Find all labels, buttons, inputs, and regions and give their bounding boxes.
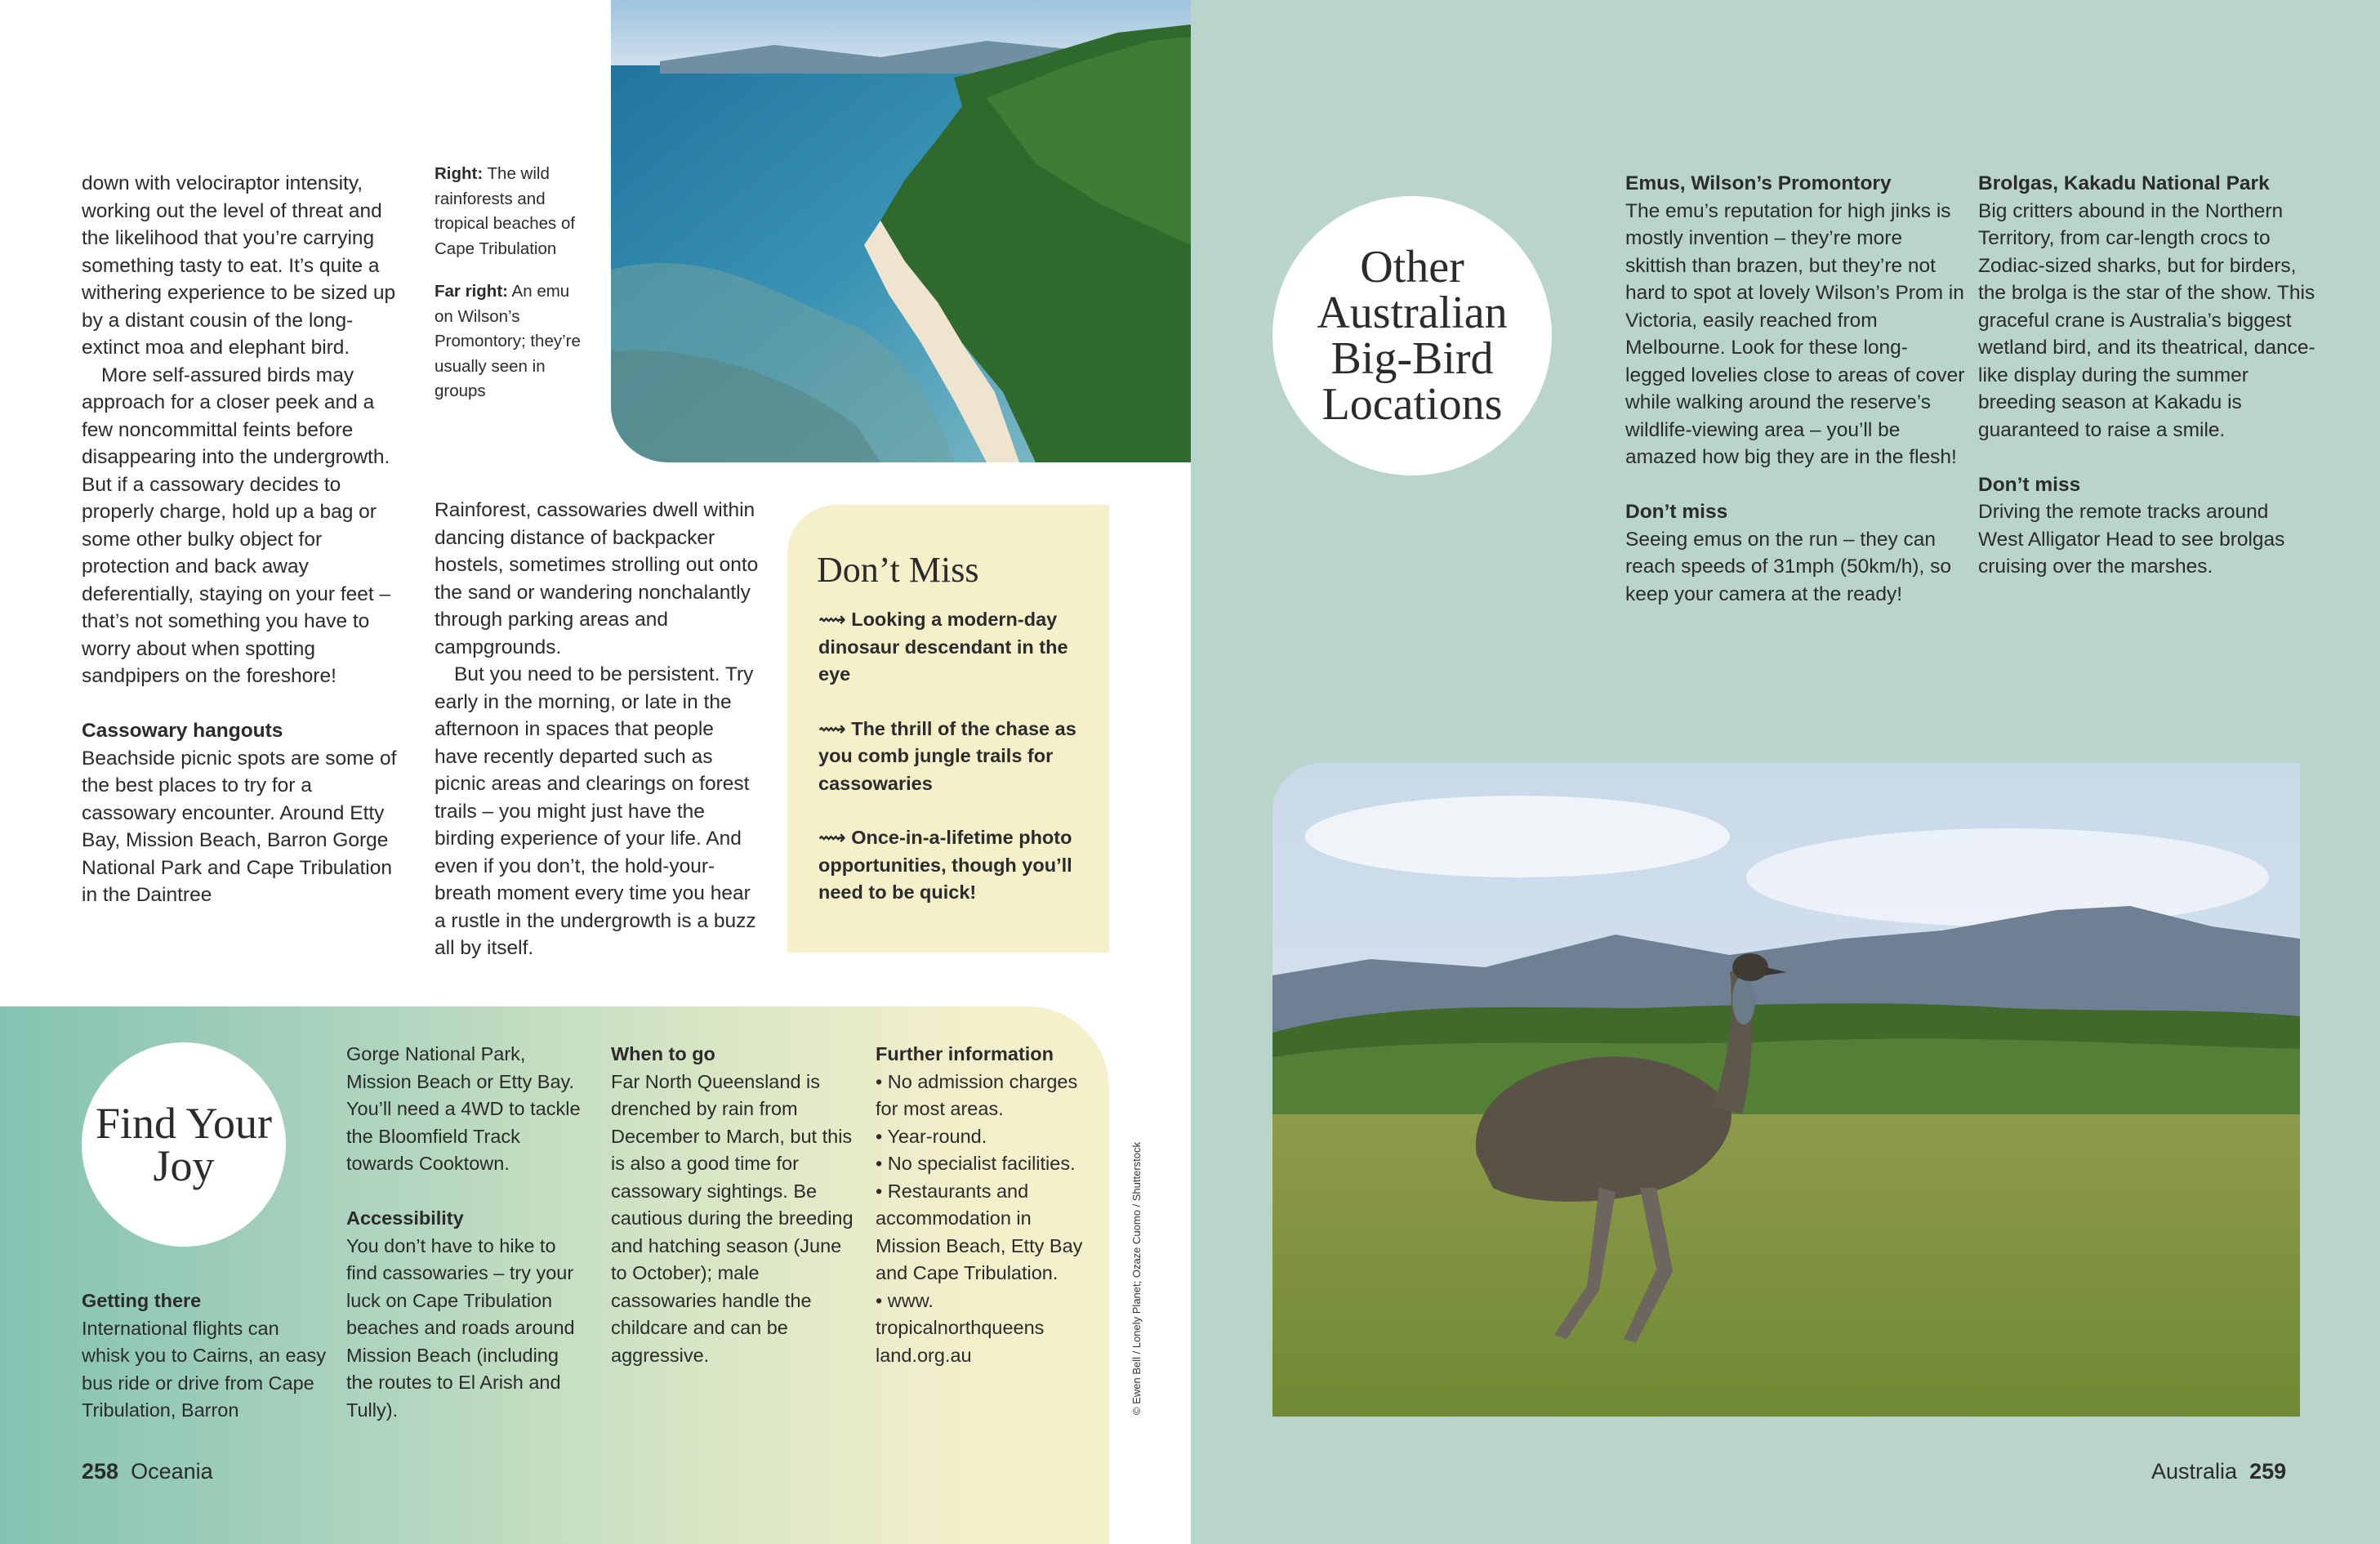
left-folio (82, 1459, 213, 1484)
access-column (346, 1041, 588, 1424)
page-number-right: 259 (2249, 1459, 2287, 1484)
emus-heading: Emus, Wilson’s Promontory (1625, 172, 1892, 194)
dont-miss-item: ⟿ The thrill of the chase as you comb jungle trails for cassowaries (818, 717, 1076, 794)
cassowary-hangouts-heading: Cassowary hangouts (82, 720, 283, 742)
article-paragraph: down with velociraptor intensity, working out the level of threat and the likelihood that you’re carrying something tasty to eat. It’s quite a withering experience to be sized up by a distant cousin of the long-extinct moa and elephant bird. (82, 172, 396, 359)
further-info-item: • www. tropicalnorthqueens land.org.au (876, 1289, 1045, 1366)
rainforest-coast-photo (611, 0, 1191, 462)
emus-dont-miss-heading: Don’t miss (1625, 501, 1728, 523)
getting-there-heading: Getting there (82, 1290, 202, 1311)
paragraph-spacer (82, 690, 400, 718)
when-to-go-column (611, 1041, 856, 1369)
caption-right-label: Right: (435, 164, 484, 183)
caption-far-right-text: An emu on Wilson’s Promontory; they’re usually seen in groups (435, 282, 581, 400)
further-info-item: • Year-round. (876, 1125, 987, 1147)
other-locations-title: Other Australian Big-Bird Locations (1317, 242, 1508, 430)
emus-text: The emu’s reputation for high jinks is mostly invention – they’re more skittish than brazen, but they’re not hard to spot at lovely Wilson’s Prom in Victoria, easily reached from Melbourne. Look for these long-legged lovelies close to areas of cover while walking around the reserve’s wildlife-viewing area – you’ll be amazed how big they are in the flesh! (1625, 199, 1965, 468)
caption-right (435, 162, 582, 261)
article-paragraph: Rainforest, cassowaries dwell within dancing distance of backpacker hostels, sometimes strolling out onto the sand or wandering nonchalantly through parking areas and campgrounds. (435, 499, 759, 658)
brolgas-column (1978, 170, 2318, 581)
further-info-item: • No admission charges for most areas. (876, 1070, 1078, 1119)
right-folio (2151, 1459, 2286, 1484)
page-number-left: 258 (82, 1459, 119, 1484)
getting-there-column (82, 1287, 327, 1425)
accessibility-text: You don’t have to hike to find cassowaries – try your luck on Cape Tribulation beaches and roads around Mission Beach (including the routes to El Arish and Tully). (346, 1234, 575, 1421)
paragraph-spacer (1625, 471, 1965, 499)
other-locations-circle (1272, 196, 1552, 475)
when-to-go-heading: When to go (611, 1043, 715, 1064)
further-info-column (876, 1041, 1096, 1369)
brolgas-dont-miss-heading: Don’t miss (1978, 473, 2081, 496)
emus-dont-miss-text: Seeing emus on the run – they can reach speeds of 31mph (50km/h), so keep your camera at the ready! (1625, 528, 1952, 605)
section-name-right: Australia (2151, 1459, 2238, 1484)
dont-miss-box (787, 505, 1109, 953)
brolgas-dont-miss-text: Driving the remote tracks around West Alligator Head to see brolgas cruising over the marshes. (1978, 501, 2285, 578)
further-info-item: • No specialist facilities. (876, 1153, 1076, 1174)
further-info-heading: Further information (876, 1043, 1054, 1064)
brolgas-heading: Brolgas, Kakadu National Park (1978, 172, 2270, 194)
find-your-joy-circle (82, 1042, 286, 1247)
paragraph-spacer (1978, 444, 2318, 471)
getting-there-text: International flights can whisk you to Cairns, an easy bus ride or drive from Cape Tribulation, Barron (82, 1317, 327, 1421)
article-paragraph: More self-assured birds may approach for a closer peek and a few noncommittal feints before disappearing into the undergrowth. But if a cassowary decides to properly charge, hold up a bag or some other bulky object for protection and back away deferentially, staying on your feet – that’s not something you have to worry about when spotting sandpipers on the foreshore! (82, 364, 391, 687)
further-info-item: • Restaurants and accommodation in Mission Beach, Etty Bay and Cape Tribulation. (876, 1180, 1083, 1283)
dont-miss-item: ⟿ Looking a modern-day dinosaur descendant in the eye (818, 609, 1068, 685)
article-paragraph: Beachside picnic spots are some of the best places to try for a cassowary encounter. Around Etty Bay, Mission Beach, Barron Gorge National Park and Cape Tribulation in the Daintree (82, 747, 397, 906)
paragraph-spacer (346, 1178, 588, 1206)
photo-captions (435, 162, 582, 422)
dont-miss-title: Don’t Miss (817, 550, 979, 590)
find-your-joy-title: Find Your Joy (95, 1099, 273, 1190)
article-column-1 (82, 170, 400, 909)
dont-miss-item: ⟿ Once-in-a-lifetime photo opportunities, though you’ll need to be quick! (818, 827, 1072, 903)
accessibility-heading: Accessibility (346, 1207, 464, 1229)
emu-photo (1272, 763, 2300, 1417)
article-column-2 (435, 497, 761, 962)
article-paragraph: But you need to be persistent. Try early in the morning, or late in the afternoon in spaces that people have recently departed such as picnic areas and clearings on forest trails – you might just have the birding experience of your life. And even if you don’t, the hold-your-breath moment every time you hear a rustle in the undergrowth is a buzz all by itself. (435, 663, 756, 959)
section-name-left: Oceania (131, 1459, 213, 1484)
emus-column (1625, 170, 1965, 608)
dont-miss-list (818, 606, 1080, 934)
when-to-go-text: Far North Queensland is drenched by rain from December to March, but this is also a good time for cassowary sightings. Be cautious during the breeding and hatching season (June to October); male cassowaries handle the childcare and can be aggressive. (611, 1070, 854, 1366)
caption-far-right (435, 279, 582, 404)
caption-far-right-label: Far right: (435, 282, 508, 301)
caption-right-text: The wild rainforests and tropical beaches of Cape Tribulation (435, 164, 576, 258)
getting-there-continued: Gorge National Park, Mission Beach or Etty Bay. You’ll need a 4WD to tackle the Bloomfield Track towards Cooktown. (346, 1043, 581, 1174)
photo-credit (1130, 1121, 1150, 1415)
brolgas-text: Big critters abound in the Northern Territory, from car-length crocs to Zodiac-sized sharks, but for birders, the brolga is the star of the show. This graceful crane is Australia’s biggest wetland bird, and its theatrical, dance-like display during the summer breeding season at Kakadu is guaranteed to raise a smile. (1978, 199, 2315, 441)
photo-credit-text: © Ewen Bell / Lonely Planet; Ozaze Cuomo / Shutterstock (1130, 1141, 1143, 1415)
